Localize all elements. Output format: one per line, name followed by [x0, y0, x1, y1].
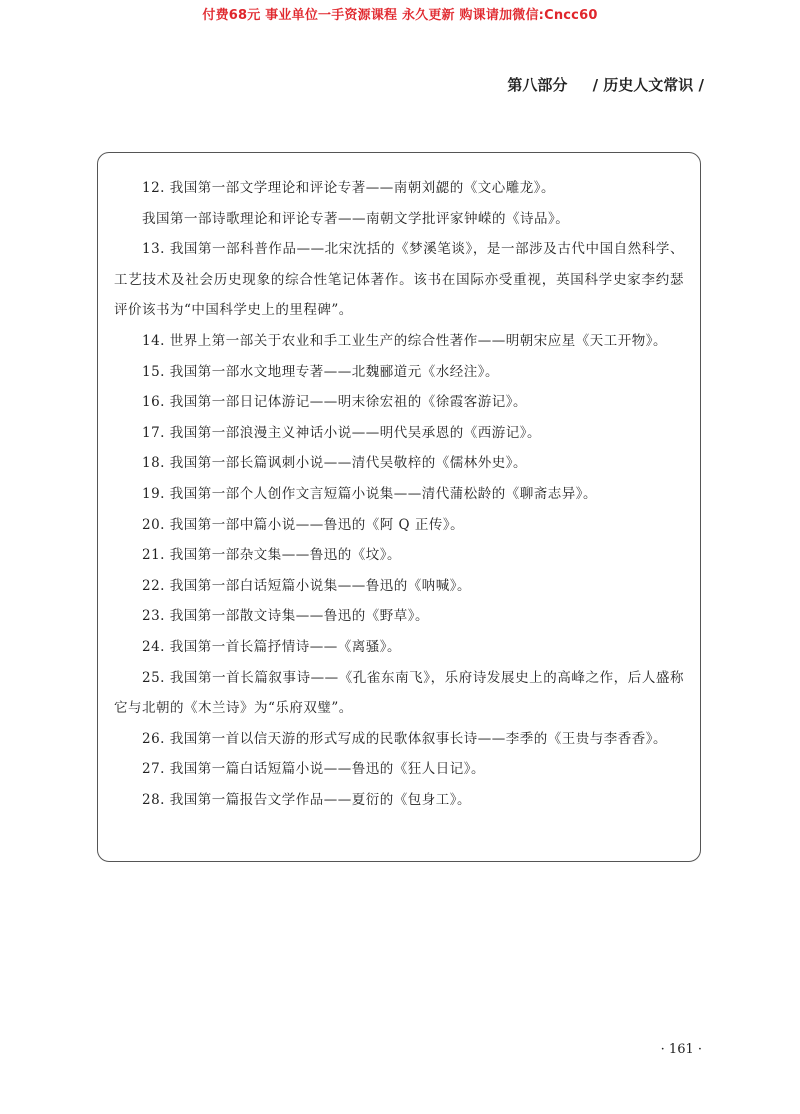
list-item: 17. 我国第一部浪漫主义神话小说——明代吴承恩的《西游记》。	[142, 424, 542, 441]
list-item: 20. 我国第一部中篇小说——鲁迅的《阿 Q 正传》。	[142, 516, 465, 533]
list-item: 22. 我国第一部白话短篇小说集——鲁迅的《呐喊》。	[142, 577, 472, 594]
list-item: 24. 我国第一首长篇抒情诗——《离骚》。	[142, 638, 402, 655]
content-box	[97, 152, 701, 862]
section-title: / 历史人文常识 /	[592, 76, 704, 94]
promo-banner: 付费68元 事业单位一手资源课程 永久更新 购课请加微信:Cncc60	[202, 8, 598, 23]
list-item: 12. 我国第一部文学理论和评论专著——南朝刘勰的《文心雕龙》。	[142, 180, 556, 196]
list-item: 14. 世界上第一部关于农业和手工业生产的综合性著作——明朝宋应星《天工开物》。	[142, 332, 668, 349]
list-item: 26. 我国第一首以信天游的形式写成的民歌体叙事长诗——李季的《王贵与李香香》。	[142, 730, 668, 747]
list-item: 27. 我国第一篇白话短篇小说——鲁迅的《狂人日记》。	[142, 761, 486, 778]
list-item: 19. 我国第一部个人创作文言短篇小说集——清代蒲松龄的《聊斋志异》。	[142, 485, 598, 502]
list-item: 21. 我国第一部杂文集——鲁迅的《坟》。	[142, 547, 402, 564]
list-item: 23. 我国第一部散文诗集——鲁迅的《野草》。	[142, 608, 430, 625]
list-item: 我国第一部诗歌理论和评论专著——南朝文学批评家钟嵘的《诗品》。	[142, 210, 570, 227]
list-item: 18. 我国第一部长篇讽刺小说——清代吴敬梓的《儒林外史》。	[142, 455, 528, 472]
list-item: 16. 我国第一部日记体游记——明末徐宏祖的《徐霞客游记》。	[142, 394, 528, 411]
list-item: 25. 我国第一首长篇叙事诗——《孔雀东南飞》，乐府诗发展史上的高峰之作，后人盛称它与北朝的《木兰诗》为“乐府双璧”。	[114, 669, 684, 717]
page-number: · 161 ·	[660, 1042, 702, 1057]
section-header	[507, 74, 704, 95]
list-item: 13. 我国第一部科普作品——北宋沈括的《梦溪笔谈》，是一部涉及古代中国自然科学、工艺技术及社会历史现象的综合性笔记体著作。该书在国际亦受重视，英国科学史家李约瑟评价该书为“中国科学史上的里程碑”。	[114, 241, 684, 319]
list-item: 28. 我国第一篇报告文学作品——夏衍的《包身工》。	[142, 791, 472, 808]
list-item: 15. 我国第一部水文地理专著——北魏郦道元《水经注》。	[142, 363, 500, 380]
part-title: 第八部分	[507, 76, 568, 94]
